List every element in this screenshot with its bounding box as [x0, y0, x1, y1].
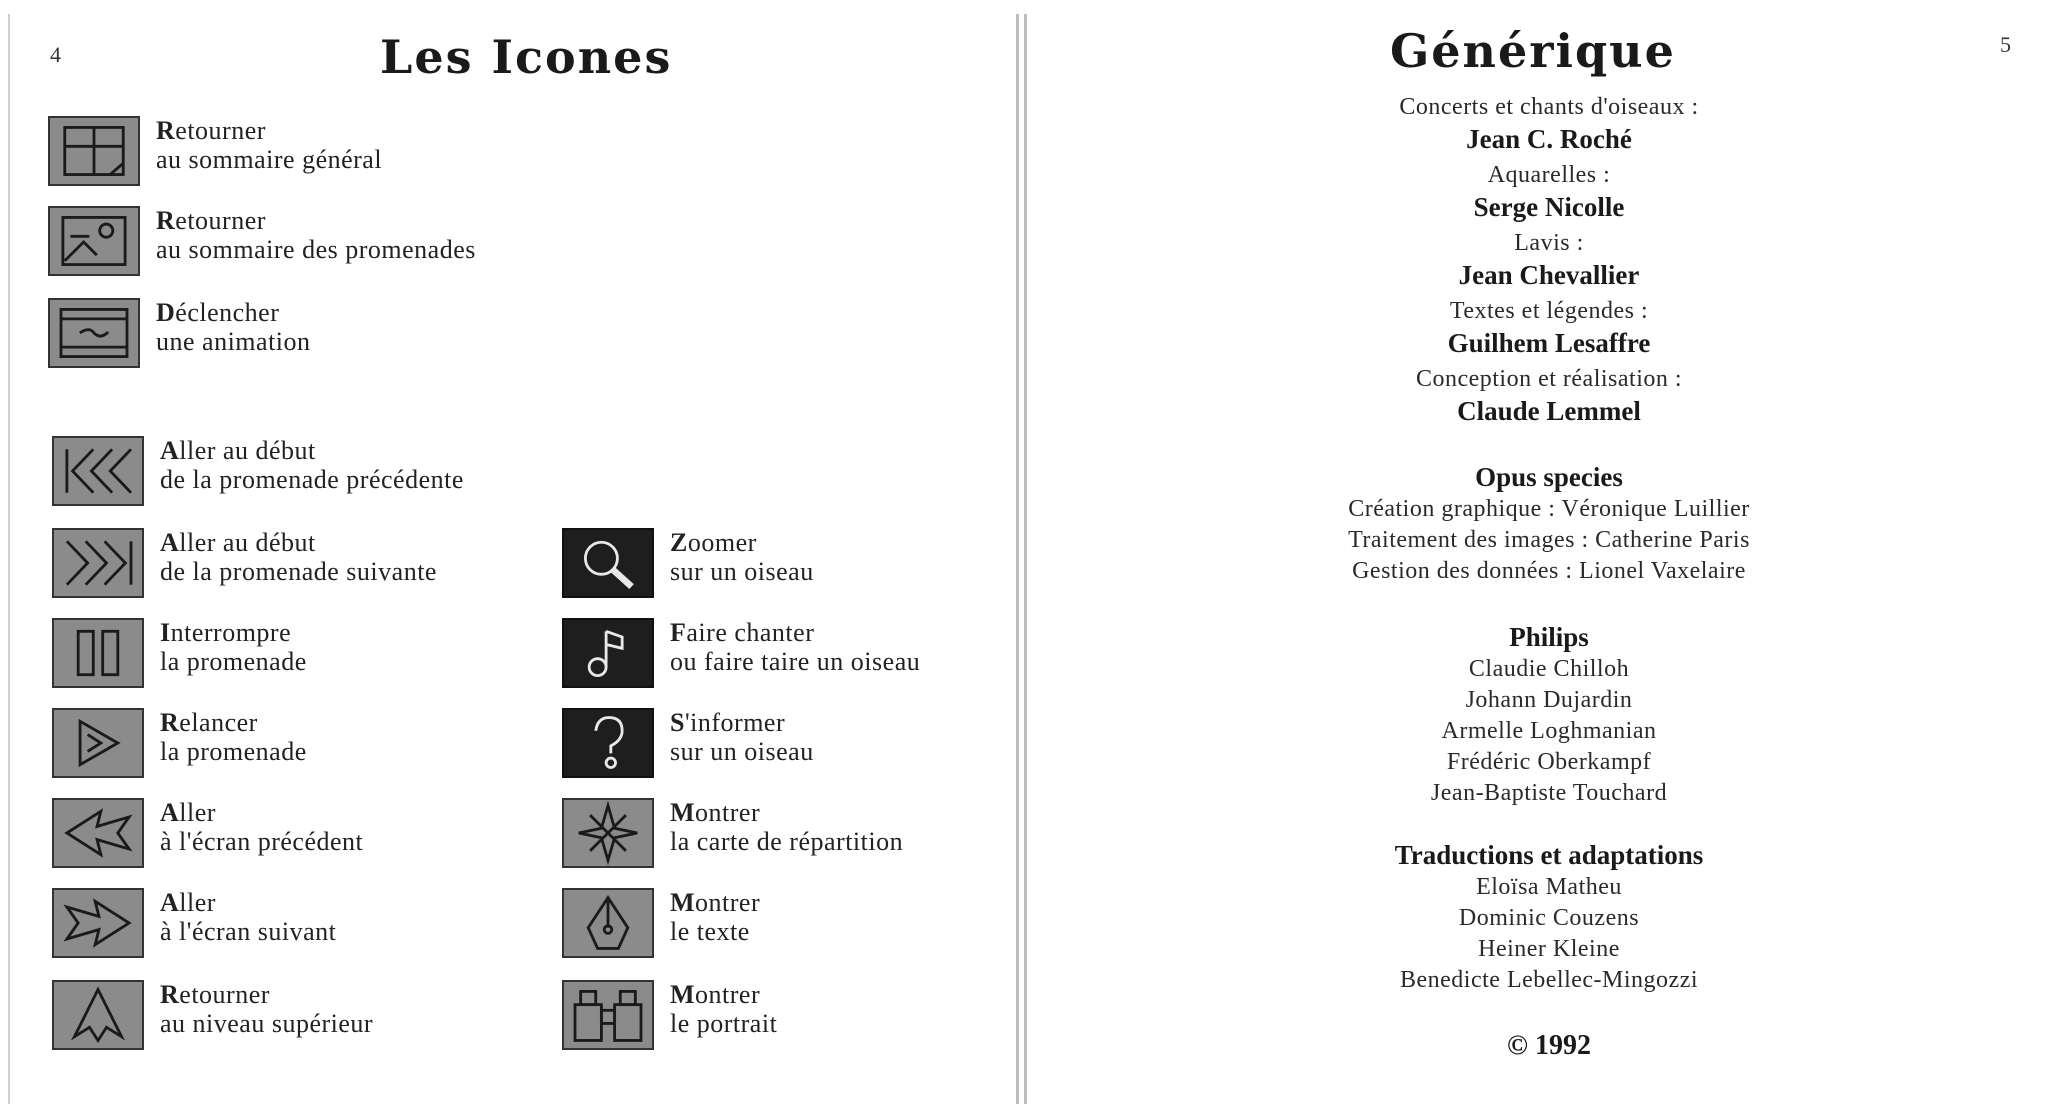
description-line1: ontrer [695, 888, 761, 917]
description-line2: de la promenade précédente [160, 465, 464, 494]
icon-legend-item [562, 708, 814, 778]
pause-icon [52, 618, 144, 688]
philips-line: Jean-Baptiste Touchard [1430, 780, 1668, 806]
translations-line: Dominic Couzens [1458, 905, 1640, 931]
description-line1: ller [179, 798, 216, 827]
description-line2: de la promenade suivante [160, 557, 437, 586]
page-number: 4 [50, 42, 61, 67]
description-line2: une animation [156, 327, 311, 356]
music-note-icon [562, 618, 654, 688]
icon-legend-item [52, 618, 307, 688]
description-initial: S [670, 708, 685, 737]
description-line2: la promenade [160, 737, 307, 766]
description-line1: ller au début [179, 436, 316, 465]
philips-line: Frédéric Oberkampf [1446, 749, 1652, 775]
description-line1: etourner [179, 980, 270, 1009]
credit-role: Lavis : [1514, 230, 1584, 256]
icon-description [160, 798, 363, 856]
zoom-icon [562, 528, 654, 598]
description-line1: éclencher [175, 298, 280, 327]
icon-legend-item [52, 708, 307, 778]
page-number: 5 [2000, 32, 2011, 57]
icon-description [160, 980, 373, 1038]
description-line2: le portrait [670, 1009, 778, 1038]
compass-rose-icon [562, 798, 654, 868]
description-line1: ontrer [695, 980, 761, 1009]
icon-description [160, 888, 336, 946]
icon-description [156, 298, 311, 356]
play-icon [52, 708, 144, 778]
description-initial: Z [670, 528, 688, 557]
book-spine [1024, 14, 1027, 1104]
question-icon [562, 708, 654, 778]
icon-legend-item [562, 980, 777, 1050]
description-initial: R [160, 980, 180, 1009]
icon-legend-item [562, 618, 920, 688]
description-initial: A [160, 436, 180, 465]
icon-legend-item [562, 798, 903, 868]
translations-line: Benedicte Lebellec-Mingozzi [1399, 967, 1699, 993]
credit-role: Aquarelles : [1487, 162, 1611, 188]
description-initial: R [156, 116, 176, 145]
description-line1: aire chanter [686, 618, 815, 647]
opus-line: Création graphique : Véronique Luillier [1348, 496, 1750, 522]
icon-description [670, 528, 814, 586]
icon-description [156, 116, 382, 174]
left-page [0, 0, 1024, 1101]
icon-description [670, 798, 903, 856]
icon-description [160, 436, 464, 494]
icon-description [670, 708, 814, 766]
icon-description [156, 206, 476, 264]
description-line2: la carte de répartition [670, 827, 904, 856]
description-line2: au niveau supérieur [160, 1009, 374, 1038]
description-initial: D [156, 298, 176, 327]
description-initial: R [156, 206, 176, 235]
back-arrow-icon [52, 798, 144, 868]
translations-heading: Traductions et adaptations [1394, 840, 1704, 870]
icon-legend-item [48, 206, 476, 276]
icon-description [670, 888, 760, 946]
philips-heading: Philips [1509, 622, 1589, 652]
opus-line: Gestion des données : Lionel Vaxelaire [1352, 558, 1746, 584]
description-initial: M [670, 888, 696, 917]
description-line1: ller au début [179, 528, 316, 557]
description-initial: M [670, 980, 696, 1009]
description-line2: le texte [670, 917, 750, 946]
rewind-icon [52, 436, 144, 506]
description-line2: à l'écran précédent [160, 827, 364, 856]
credit-role: Conception et réalisation : [1415, 366, 1683, 392]
translations-line: Heiner Kleine [1478, 936, 1620, 962]
description-line1: elancer [179, 708, 258, 737]
description-initial: A [160, 798, 180, 827]
icon-legend-item [52, 528, 437, 598]
opus-heading: Opus species [1475, 462, 1623, 492]
icon-legend-item [562, 888, 760, 958]
philips-line: Armelle Loghmanian [1441, 718, 1657, 744]
description-line2: sur un oiseau [670, 557, 814, 586]
philips-line: Johann Dujardin [1465, 687, 1633, 713]
description-line2: ou faire taire un oiseau [670, 647, 921, 676]
credit-name: Claude Lemmel [1457, 396, 1641, 426]
description-initial: A [160, 888, 180, 917]
credit-name: Guilhem Lesaffre [1447, 328, 1651, 358]
copyright: © 1992 [1507, 1030, 1591, 1061]
pen-nib-icon [562, 888, 654, 958]
description-line1: ontrer [695, 798, 761, 827]
description-initial: A [160, 528, 180, 557]
icon-legend-item [48, 298, 311, 368]
forward-arrow-icon [52, 888, 144, 958]
icon-legend-item [52, 980, 373, 1050]
description-line1: etourner [175, 116, 266, 145]
credit-name: Jean C. Roché [1466, 124, 1632, 154]
book-spine [1016, 14, 1019, 1104]
description-line1: oomer [687, 528, 757, 557]
description-line2: la promenade [160, 647, 307, 676]
credits-block [1224, 0, 1874, 1101]
translations-line: Eloïsa Matheu [1476, 874, 1622, 900]
binoculars-icon [562, 980, 654, 1050]
icon-description [670, 980, 777, 1038]
icon-description [160, 708, 307, 766]
page-edge [8, 14, 10, 1104]
credit-name: Serge Nicolle [1473, 192, 1625, 222]
film-icon [48, 298, 140, 368]
fast-forward-icon [52, 528, 144, 598]
description-initial: I [160, 618, 171, 647]
description-line2: à l'écran suivant [160, 917, 337, 946]
description-initial: M [670, 798, 696, 827]
icon-description [160, 618, 307, 676]
description-line1: ller [179, 888, 216, 917]
description-line1: 'informer [684, 708, 786, 737]
opus-line: Traitement des images : Catherine Paris [1348, 527, 1750, 553]
credit-name: Jean Chevallier [1458, 260, 1640, 290]
icon-legend-item [562, 528, 814, 598]
icon-legend-item [52, 798, 363, 868]
description-line2: au sommaire des promenades [156, 235, 476, 264]
credit-role: Concerts et chants d'oiseaux : [1399, 94, 1699, 120]
description-line1: nterrompre [170, 618, 292, 647]
icon-legend-item [48, 116, 382, 186]
description-line2: sur un oiseau [670, 737, 814, 766]
philips-line: Claudie Chilloh [1468, 656, 1630, 682]
page-title: Les Icones [380, 30, 673, 84]
icon-legend-item [52, 436, 464, 506]
up-arrow-icon [52, 980, 144, 1050]
icon-description [670, 618, 920, 676]
description-initial: R [160, 708, 180, 737]
description-line1: etourner [175, 206, 266, 235]
icon-legend-item [52, 888, 336, 958]
description-line2: au sommaire général [156, 145, 383, 174]
walks-summary-icon [48, 206, 140, 276]
description-initial: F [670, 618, 687, 647]
credits-title: Générique [1390, 24, 1676, 78]
summary-icon [48, 116, 140, 186]
credit-role: Textes et légendes : [1449, 298, 1649, 324]
icon-description [160, 528, 437, 586]
